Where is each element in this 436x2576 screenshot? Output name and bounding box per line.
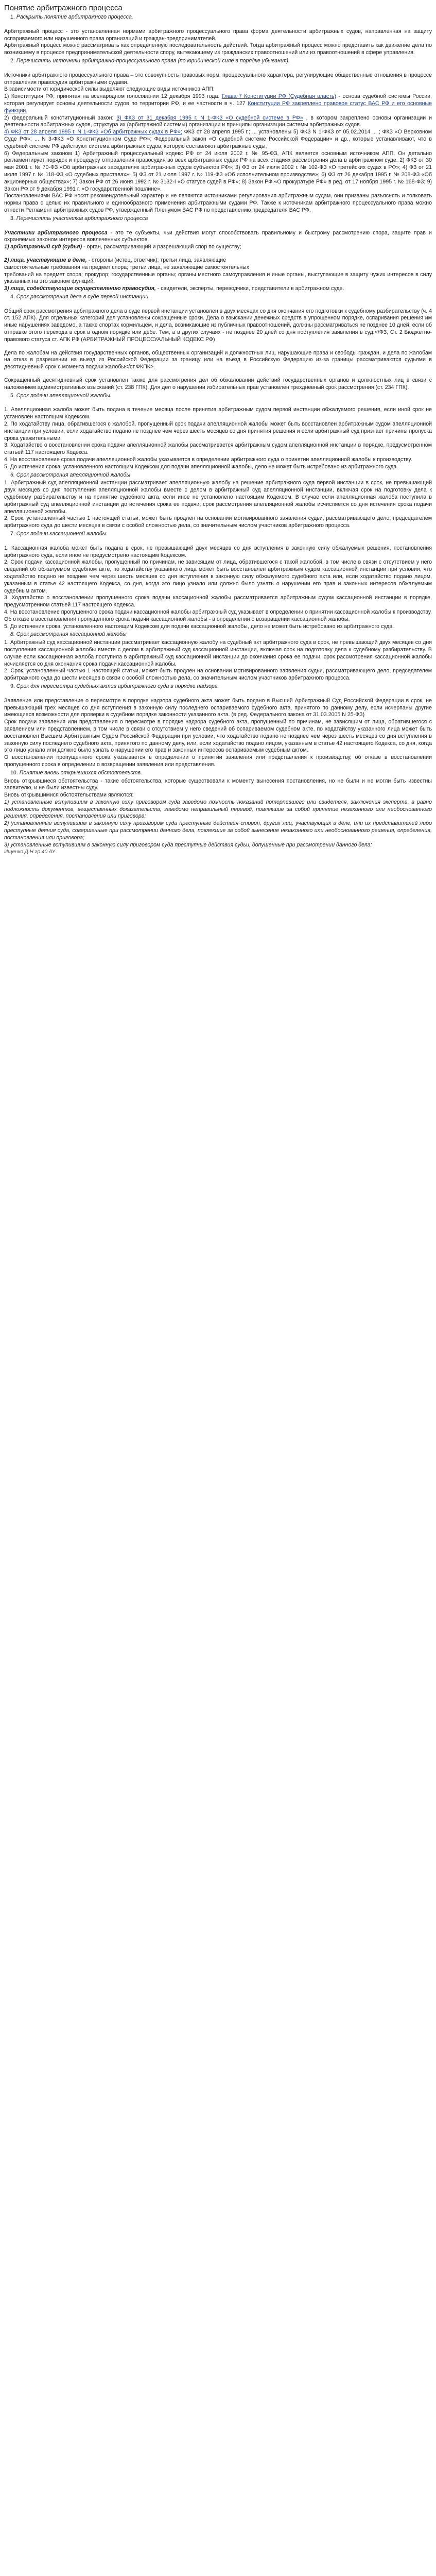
question-text: Срок для пересмотра судебных актов арбитражного суда в порядке надзора.	[16, 683, 219, 689]
question-number: 5.	[10, 392, 15, 399]
cassation-paragraph: 3. Ходатайство о восстановлении пропущенного срока подачи кассационной жалобы рассматривается арбитражным судом кассационной инстанции в порядке, предусмотренном статьей 117 настоящего Кодекса.	[4, 595, 432, 608]
link-fkz-arbitration-courts[interactable]: 4) ФКЗ от 28 апреля 1995 г. N 1-ФКЗ «Об арбитражных судах в РФ»;	[4, 129, 182, 135]
author-signature: Ищенко Д.Н.гр.40 АУ	[4, 849, 55, 855]
new-circumstances-item: 3) установленные вступившим в законную силу приговором суда преступные действия судьи, допущенные при рассмотрении данного дела;	[4, 841, 372, 848]
supervision-paragraph: Срок подачи заявления или представления о пересмотре в порядке надзора судебного акта, пропущенный по причинам, не зависящим от лица, обратившегося с заявлением или представлением, в том числе в связи с отсутствием у него сведений об оспариваемом судебном акте, по ходатайству указанного лица может быть восстановлен Высшим Арбитражным Судом Российской Федерации при условии, что ходатайство подано не позднее чем через шесть месяцев со дня вступления в законную силу последнего судебного акта, принятого по данному делу, или, если ходатайство подано лицом, указанным в статье 42 настоящего Кодекса, со дня, когда это лицо узнало или должно было узнать о нарушении его прав и законных интересов оспариваемым судебным актом.	[4, 719, 432, 754]
question-text: Срок подачи апелляционной жалобы.	[16, 392, 112, 399]
sources-paragraph-vas: Постановлениями ВАС РФ носят рекомендательный характер и не являются источниками регулирования арбитражным судам, они призваны разъяснять и толковать нормы права с целью их правильного и единообразного применения арбитражными судами РФ. Также к источникам арбитражного процессуального права можно отнести Регламент арбитражных судов РФ, утвержденный Пленумом ВАС РФ по представлению председателя ВАС РФ.	[4, 193, 432, 213]
document	[0, 0, 436, 860]
question-number: 7.	[10, 531, 15, 537]
question-10	[4, 770, 432, 777]
appeal-paragraph: 3. Ходатайство о восстановлении срока подачи апелляционной жалобы рассматривается арбитражным судом апелляционной инстанции в порядке, предусмотренном статьей 117 настоящего Кодекса.	[4, 442, 432, 456]
cassation-paragraph: 5. До истечения срока, установленного настоящим Кодексом для подачи кассационной жалобы, дело не может быть истребовано из арбитражного суда.	[4, 623, 394, 630]
question-4	[4, 294, 432, 301]
appeal-paragraph: 4. На восстановление срока подачи апелляционной жалобы указывается в определении арбитражного суда о принятии апелляционной жалобы к производству.	[4, 456, 412, 463]
participants-category-2-cont: требований на предмет спора; прокурор; государственные органы; органы местного самоуправления и иные органы, выступающие в защиту чужих интересов в силу указанных на это законом функций;	[4, 271, 432, 285]
question-number: 3.	[10, 215, 15, 222]
first-instance-paragraph-1: Общий срок рассмотрения арбитражного дела в суде первой инстанции установлен в двух месяцах со дня окончания его подготовки к судебному разбирательству (ч. 4 ст. 152 АПК). Для отдельных категорий дел установлены сокращенные сроки. Дела о взыскании денежных средств в упрощенном порядке, оспаривания решения им иные нарушениях заведомо, а также спортах кормильцем, и дела, возникающие из публичных правоотношений, должны рассматриваться не позднее 10 дней, если об отправке этого перехода в срок в одном порядке или дебе. Тем, а в других случаях - не позднее 20 дней со дня поступления заявления в суд.</ФЗ, Ст. 2 Бюджетно-правового статуса ст. АПК РФ (АРБИТРАЖНЫЙ ПРОЦЕССУАЛЬНЫЙ КОДЕКС РФ)	[4, 308, 432, 343]
cassation-paragraph: 2. Срок подачи кассационной жалобы, пропущенный по причинам, не зависящим от лица, обратившегося с такой жалобой, в том числе в связи с отсутствием у него сведений об обжалуемом судебном акте, по ходатайству указанного лица может быть восстановлен арбитражным судом кассационной инстанции при условии, что ходатайство подано не позднее чем через шесть месяцев со дня вступления в законную силу обжалуемого судебного акта или, если ходатайство подано лицом, указанным в статье 42 настоящего Кодекса, со дня, когда это лицо узнало или должно было узнать о нарушении его прав и законных интересов обжалуемым судебным актом.	[4, 559, 432, 594]
sources-paragraph-2: В зависимости от юридической силы выделяют следующие виды источников АПП:	[4, 86, 215, 93]
participants-category-1: 1) арбитражный суд (судья) - орган, рассматривающий и разрешающий спор по существу;	[4, 244, 241, 250]
first-instance-paragraph-2: Дела по жалобам на действия государственных органов, общественных организаций и должностных лиц, нарушающие права и свободы граждан, и дела по жалобам на отказ в разрешении на выезд из Российской Федерации за границу или на въезд в Российскую Федерацию из-за границы рассматриваются судьями в десятидневный срок с момента подачи жалобы</ст.ФКПК>.	[4, 349, 432, 370]
question-text: Перечислить участников арбитражного процесса	[16, 215, 148, 222]
question-number: 1.	[10, 14, 15, 20]
cassation-paragraph: 4. На восстановление пропущенного срока подачи кассационной жалобы арбитражный суд указывает в определении о принятии кассационной жалобы к производству. Об отказе в восстановлении пропущенного срока подачи кассационной жалобы - в определении о возвращении кассационной жалобы.	[4, 608, 432, 622]
sources-paragraph-laws: 6) Федеральным законом 1) Арбитражный процессуальный кодекс РФ от 24 июля 2002 г. № 95-ФЗ, АПК является основным источником АПП. Он детально регламентирует порядок и процедуру отправления правосудия во всех арбитражных судах РФ на всех стадиях рассмотрения дела в арбитражном суде. 2) ФКЗ от 30 мая 2001 г. № 70-ФЗ «Об арбитражных заседателях арбитражных судов субъектов РФ»; 3) ФЗ от 24 июля 2002 г. № 102-ФЗ «О третейских судах в РФ»; 4) ФЗ от 21 июля 1997 г. № 118-ФЗ «О судебных приставах»; 5) ФЗ от 21 июля 1997 г. № 119-ФЗ «Об исполнительном производстве»; 6) ФЗ от 26 декабря 1995 г. № 208-ФЗ «Об акционерных обществах»; 7) Закон РФ от 26 июня 1992 г. № 3132-I «О статусе судей в РФ»; 8) Закон РФ «О прокуратуре РФ» в ред. от 17 ноября 1995 г. № 168-ФЗ; 9) Закон РФ от 9 декабря 1991 г. «О государственной пошлине».	[4, 150, 432, 192]
question-text: Понятие вновь открывшихся обстоятельств.	[19, 769, 142, 776]
sources-line: 2) федеральный конституционный закон: 3) ФКЗ от 31 декабря 1995 г. N 1-ФКЗ «О судебной системе в РФ» , в котором закреплено основы организации и деятельности арбитражных судов, структура их (арбитражной системы) организации и принципы организации системы арбитражных судов.	[4, 114, 432, 128]
appeal-paragraph: 1. Апелляционная жалоба может быть подана в течение месяца после принятия арбитражным судом первой инстанции обжалуемого решения, если иной срок не установлен настоящим Кодексом.	[4, 406, 432, 420]
cassation-review-paragraph: 2. Срок, установленный частью 1 настоящей статьи, может быть продлен на основании мотивированного заявления судьи, рассматривающего дело, председателем арбитражного суда до шести месяцев в связи с особой сложностью дела, со значительным числом участников арбитражного процесса.	[4, 668, 432, 682]
new-circumstances-item: 2) установленные вступившим в законную силу приговором суда преступные действия сторон, других лиц, участвующих в деле, или их представителей либо преступные деяния суда, совершенные при рассмотрении данного дела, повлекшие за собой вынесение незаконного или необоснованного решения, определения, постановления или приговора;	[4, 820, 432, 841]
question-1	[4, 14, 432, 21]
question-3	[4, 215, 432, 223]
cassation-review-paragraph: 1. Арбитражный суд кассационной инстанции рассматривает кассационную жалобу на судебный акт арбитражного суда в срок, не превышающий двух месяцев со дня поступления кассационной жалобы вместе с делом в арбитражный суд кассационной инстанции, включая срок на подготовку дела к судебному разбирательству. В случае если кассационная жалоба поступила в арбитражный суд кассационной инстанции до окончания срока ее подачи, срок рассмотрения кассационной жалобы исчисляется со дня окончания срока подачи кассационной жалобы.	[4, 639, 432, 667]
participants-category-2-cont: самостоятельные требования на предмет спора; третьи лица, не заявляющие самостоятельных	[4, 264, 250, 270]
participants-category-3: 3) лица, содействующие осуществлению правосудия, - свидетели, эксперты, переводчики, представители в арбитражном суде.	[4, 285, 344, 292]
question-2	[4, 58, 432, 65]
link-constitution[interactable]: Конституции РФ закреплено правовое статус ВАС РФ и его основные функции.	[4, 100, 432, 114]
question-number: 4.	[10, 293, 15, 300]
question-text: Срок рассмотрения дела в суде первой инстанции.	[16, 293, 150, 300]
new-circumstances-item: 1) установленные вступившим в законную силу приговором суда заведомо ложность показаний потерпевшего или свидетеля, заключения эксперта, а равно подложность документов, вещественных доказательств, заведомо неправильный перевод, повлекшие за собой принятие незаконного или необоснованного решения, определения, постановления или приговора;	[4, 799, 432, 820]
intro-paragraph-1: Арбитражный процесс - это установленная нормами арбитражного процессуального права форма деятельности арбитражных судов, направленная на защиту оспариваемого или нарушенного права организаций и граждан-предпринимателей.	[4, 28, 432, 42]
question-number: 2.	[10, 57, 15, 64]
question-6: 6. Срок рассмотрения апелляционной жалобы	[10, 471, 131, 478]
appeal-review-paragraph: 2. Срок, установленный частью 1 настоящей статьи, может быть продлен на основании мотивированного заявления судьи, рассматривающего дело, председателем арбитражного суда до шести месяцев в связи с особой сложностью дела, со значительным числом участников арбитражного процесса.	[4, 515, 432, 529]
new-circumstances-paragraph: Вновь открывшиеся обстоятельства - такие обстоятельства, которые существовали к моменту вынесения постановления, но не были и не могли быть известны заявителю, и не были известны суду.	[4, 777, 432, 791]
appeal-review-paragraph: 1. Арбитражный суд апелляционной инстанции рассматривает апелляционную жалобу на решение арбитражного суда первой инстанции в срок, не превышающий двух месяцев со дня поступления апелляционной жалобы вместе с делом в арбитражный суд апелляционной инстанции, включая срок на подготовку дела к судебному разбирательству и на принятие судебного акта, если иное не установлено настоящим Кодексом. В случае если апелляционная жалоба поступила в арбитражный суд апелляционной инстанции до истечения срока ее подачи, срок рассмотрения апелляционной жалобы исчисляется со дня истечения срока подачи апелляционной жалобы.	[4, 480, 432, 515]
question-number: 9.	[10, 683, 15, 689]
link-fkz-judicial-system[interactable]: 3) ФКЗ от 31 декабря 1995 г. N 1-ФКЗ «О судебной системе в РФ»	[116, 114, 303, 121]
appeal-paragraph: 2. По ходатайству лица, обратившегося с жалобой, пропущенный срок подачи апелляционной жалобы может быть восстановлен арбитражным судом апелляционной инстанции при условии, если ходатайство подано не позднее чем через шесть месяцев со дня принятия решения и если арбитражный суд признает причины пропуска срока уважительными.	[4, 421, 432, 442]
participants-lead: Участники арбитражного процесса - это те субъекты, чьи действия могут способствовать правильному и быстрому рассмотрению спора, защите прав и охраняемых законом интересов вовлеченных субъектов.	[4, 229, 432, 243]
question-number: 10.	[10, 769, 18, 776]
question-text: Раскрыть понятие арбитражного процесса.	[16, 14, 133, 20]
supervision-paragraph: О восстановлении пропущенного срока указывается в определении о принятии заявления или представления к производству, об отказе в восстановлении пропущенного срока в определении о возвращении заявления или представления.	[4, 754, 432, 768]
page-title: Понятие арбитражного процесса	[4, 4, 123, 12]
first-instance-paragraph-3: Сокращенный десятидневный срок установлен также для рассмотрения дел об обжаловании действий государственных органов и должностных лиц в связи с наложением административных взысканий (ст. 238 ГПК). Для дел о нарушении избирательных прав установлен трехдневный срок рассмотрения (ст. 234 ГПК).	[4, 377, 432, 391]
question-text: Срок подачи кассационной жалобы.	[16, 531, 108, 537]
question-text: Перечислить источники арбитражно-процессуального права (по юридической силе в порядке убывания).	[16, 57, 290, 64]
cassation-paragraph: 1. Кассационная жалоба может быть подана в срок, не превышающий двух месяцев со дня вступления в законную силу обжалуемых решения, постановления арбитражного суда, если иное не предусмотрено настоящим Кодексом.	[4, 545, 432, 558]
sources-line: 4) ФКЗ от 28 апреля 1995 г. N 1-ФКЗ «Об арбитражных судах в РФ»; ФКЗ от 28 апреля 1995 г.; ... установлены 5) ФКЗ N 1-ФКЗ от 05.02.2014 ... ; ФКЗ «О Верховном Суде РФ»; ... N 3-ФКЗ «О Конституционном Суде РФ»; Федеральный закон «О судебной системе Российской Федерации» и др., которые устанавливают, что в судебной системе РФ действуют система арбитражных судов, которую составляют арбитражные суды,	[4, 129, 432, 149]
link-constitution-ch7[interactable]: Глава 7 Конституции РФ (Судебная власть)	[221, 93, 337, 100]
sources-line: 1) Конституция РФ; принятая на всенародном голосовании 12 декабря 1993 года. Глава 7 Конституции РФ (Судебная власть) - основа судебной системы России, которая регулирует основы деятельности судов по территории РФ, и ее частности в ч. 127 Конституции РФ закреплено правовое статус ВАС РФ и его основные функции.	[4, 93, 432, 114]
appeal-paragraph: 5. До истечения срока, установленного настоящим Кодексом для подачи апелляционной жалобы, дело не может быть истребовано из арбитражного суда.	[4, 463, 398, 470]
participants-category-2: 2) лица, участвующие в деле, - стороны (истец, ответчик); третьи лица, заявляющие	[4, 257, 226, 263]
question-5	[4, 393, 432, 400]
new-circumstances-paragraph: Вновь открывшимися обстоятельствами являются:	[4, 792, 134, 799]
question-8: 8. Срок рассмотрения кассационной жалобы	[10, 631, 127, 638]
question-9	[4, 683, 432, 690]
supervision-paragraph: Заявление или представление о пересмотре в порядке надзора судебного акта может быть подано в Высший Арбитражный Суд Российской Федерации в срок, не превышающий трех месяцев со дня вступления в законную силу последнего оспариваемого судебного акта, принятого по данному делу, если исчерпаны другие имеющиеся возможности для проверки в судебном порядке законности указанного акта. (в ред. Федерального закона от 31.03.2005 N 25-ФЗ)	[4, 697, 432, 718]
sources-paragraph-1: Источники арбитражного процессуального права – это совокупность правовых норм, процессуального характера, регулирующие общественные отношения в процессе отправления правосудия арбитражными судами.	[4, 72, 432, 86]
intro-paragraph-2: Арбитражный процесс можно рассматривать как определенную последовательность действий. Тогда арбитражный процесс можно представить как движение дела по возникшему в процессе предпринимательской деятельности спору, вытекающему из гражданских правоотношений или из правоотношений в сфере управления.	[4, 42, 432, 56]
question-7	[4, 531, 432, 538]
